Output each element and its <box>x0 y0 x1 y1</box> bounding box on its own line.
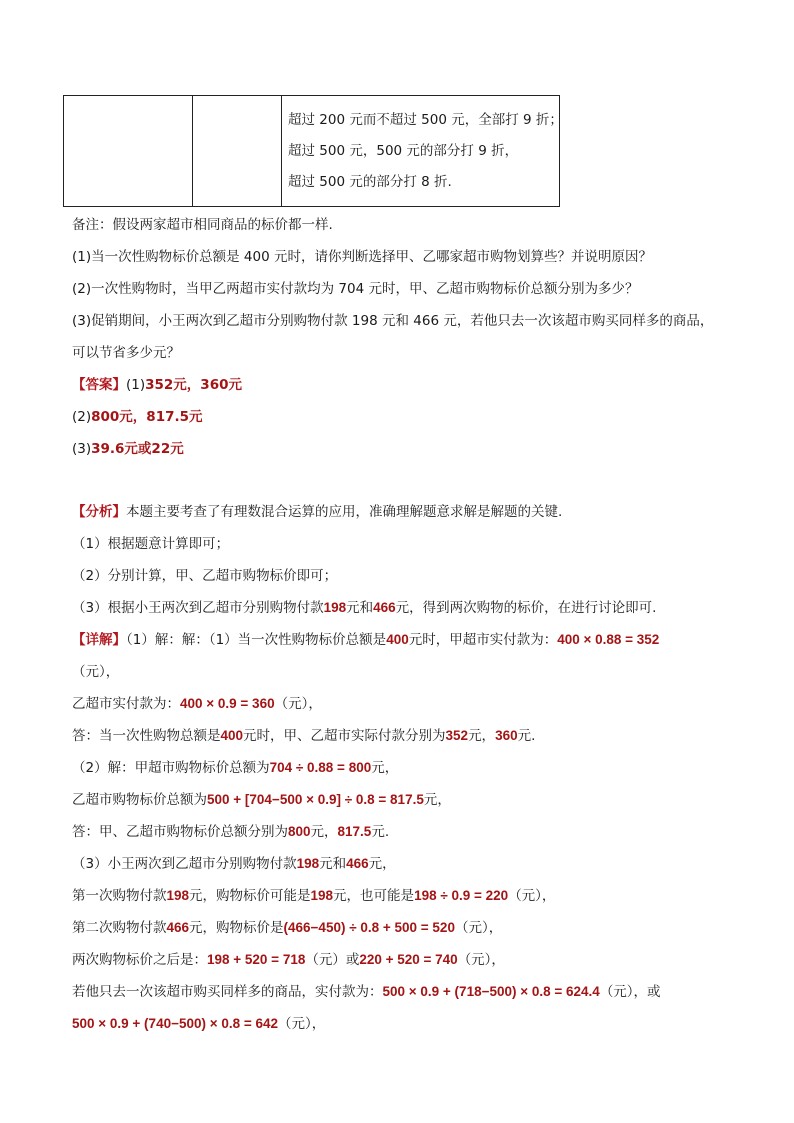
table-row <box>64 96 560 207</box>
analysis-point-3 <box>72 598 656 618</box>
analysis-point-2: （2）分别计算，甲、乙超市购物标价即可； <box>72 568 338 584</box>
text-span: （元）， <box>454 920 503 936</box>
analysis-line <box>72 502 562 522</box>
text-span: 元时，甲、乙超市实际付款分别为 <box>243 728 446 744</box>
value-span: 198 <box>296 856 320 871</box>
detail-line-4 <box>72 726 535 746</box>
table-cell-rules <box>282 96 563 207</box>
answer-3-prefix: (3) <box>72 441 92 457</box>
text-span: 乙超市实付款为： <box>72 696 180 712</box>
question-2: (2)一次性购物时，当甲乙两超市实付款均为 704 元时，甲、乙超市购物标价总额分别为多少？ <box>72 281 639 297</box>
answer-1-prefix: (1) <box>126 377 146 393</box>
text-span: 答：甲、乙超市购物标价总额分别为 <box>72 824 288 840</box>
formula-span: 704 ÷ 0.88 = 800 <box>269 760 372 775</box>
text-span: 元. <box>371 824 390 840</box>
question-3: (3)促销期间，小王两次到乙超市分别购物付款 198 元和 466 元，若他只去一次该超市购买同样多的商品， <box>72 313 714 329</box>
value-span: 352 <box>445 728 469 743</box>
formula-span: 400 × 0.9 = 360 <box>180 696 275 711</box>
value-span: 360 <box>495 728 518 743</box>
text-span: 元，购物标价是 <box>189 920 284 936</box>
note-text: 备注：假设两家超市相同商品的标价都一样. <box>72 217 333 233</box>
text-span: （元）， <box>457 952 505 968</box>
text-span: 元， <box>368 856 396 872</box>
detail-line-7 <box>72 822 389 842</box>
formula-span: (466−450) ÷ 0.8 + 500 = 520 <box>283 920 455 935</box>
answer-tag: 【答案】 <box>72 377 126 393</box>
table-cell-store <box>64 96 193 207</box>
text-span: 元，也可能是 <box>333 888 415 904</box>
value-span: 466 <box>346 856 369 871</box>
text-span: 元和 <box>319 856 347 872</box>
answer-2-prefix: (2) <box>72 409 92 425</box>
text-span: 元， <box>371 760 399 776</box>
text-span: （元）， <box>508 888 556 904</box>
text-span: （元），或 <box>599 984 661 1000</box>
discount-rules-table <box>63 95 563 207</box>
detail-line-9 <box>72 886 555 906</box>
detail-line-12 <box>72 982 661 1002</box>
text-span: 元，得到两次购物的标价，在进行讨论即可. <box>395 600 657 616</box>
rule-line: 超过 500 元，500 元的部分打 9 折， <box>288 143 519 159</box>
text-span: 两次购物标价之后是： <box>72 952 207 968</box>
answer-line-2 <box>72 407 203 427</box>
text-span: 第一次购物付款 <box>72 888 167 904</box>
rule-line: 超过 200 元而不超过 500 元，全部打 9 折； <box>288 112 563 128</box>
question-3-continued: 可以节省多少元？ <box>72 345 180 361</box>
text-span: （元）， <box>278 1016 326 1032</box>
formula-span: 198 ÷ 0.9 = 220 <box>414 888 509 903</box>
rule-line: 超过 500 元的部分打 8 折. <box>288 174 452 190</box>
detail-line-11 <box>72 950 505 970</box>
detail-line-10 <box>72 918 502 938</box>
value-span: 198 <box>323 600 347 615</box>
detail-line-13 <box>72 1014 325 1034</box>
value-span: 400 <box>220 728 244 743</box>
value-span: 817.5 <box>337 824 372 839</box>
question-1: (1)当一次性购物标价总额是 400 元时，请你判断选择甲、乙哪家超市购物划算些？并说明原因？ <box>72 249 652 265</box>
value-span: 800 <box>288 824 311 839</box>
formula-span: 220 + 520 = 740 <box>359 952 458 967</box>
detail-line-8 <box>72 854 396 874</box>
analysis-text: 本题主要考查了有理数混合运算的应用，准确理解题意求解是解题的关键. <box>126 504 563 520</box>
answer-2-value: 800元，817.5元 <box>91 409 203 425</box>
detail-line-5 <box>72 758 398 778</box>
answer-1-value: 352元，360元 <box>145 377 242 393</box>
text-span: 元. <box>517 728 536 744</box>
text-span: （元）， <box>274 696 322 712</box>
value-span: 198 <box>166 888 190 903</box>
text-span: （2）解：甲超市购物标价总额为 <box>72 760 270 776</box>
formula-span: 400 × 0.88 = 352 <box>557 632 660 647</box>
text-span: （元）或 <box>305 952 360 968</box>
value-span: 466 <box>373 600 396 615</box>
detail-tag: 【详解】 <box>72 632 126 648</box>
formula-span: 500 × 0.9 + (718−500) × 0.8 = 624.4 <box>382 984 600 999</box>
analysis-tag: 【分析】 <box>72 504 126 520</box>
table-cell-threshold <box>193 96 282 207</box>
text-span: 第二次购物付款 <box>72 920 167 936</box>
text-span: 元，购物标价可能是 <box>189 888 311 904</box>
text-span: 若他只去一次该超市购买同样多的商品，实付款为： <box>72 984 383 1000</box>
text-span: 元， <box>468 728 496 744</box>
analysis-point-1: （1）根据题意计算即可； <box>72 536 230 552</box>
answer-3-value: 39.6元或22元 <box>91 441 184 457</box>
text-span: （1）解：解：（1）当一次性购物标价总额是 <box>126 632 387 648</box>
text-span: 乙超市购物标价总额为 <box>72 792 207 808</box>
value-span: 198 <box>310 888 334 903</box>
value-span: 400 <box>386 632 409 647</box>
text-span: 元， <box>423 792 451 808</box>
value-span: 466 <box>166 920 190 935</box>
text-span: 答：当一次性购物总额是 <box>72 728 221 744</box>
formula-span: 500 + [704−500 × 0.9] ÷ 0.8 = 817.5 <box>207 792 424 807</box>
formula-span: 198 + 520 = 718 <box>207 952 306 967</box>
detail-line-6 <box>72 790 451 810</box>
text-span: 元， <box>310 824 338 840</box>
text-span: 元和 <box>346 600 374 616</box>
detail-line-2: （元）， <box>72 664 120 680</box>
answer-line-1 <box>72 375 242 395</box>
text-span: 元时，甲超市实付款为： <box>408 632 558 648</box>
text-span: （3）根据小王两次到乙超市分别购物付款 <box>72 600 324 616</box>
detail-line-3 <box>72 694 322 714</box>
text-span: （3）小王两次到乙超市分别购物付款 <box>72 856 297 872</box>
formula-span: 500 × 0.9 + (740−500) × 0.8 = 642 <box>72 1016 279 1031</box>
answer-line-3 <box>72 439 184 459</box>
detail-line-1 <box>72 630 659 650</box>
